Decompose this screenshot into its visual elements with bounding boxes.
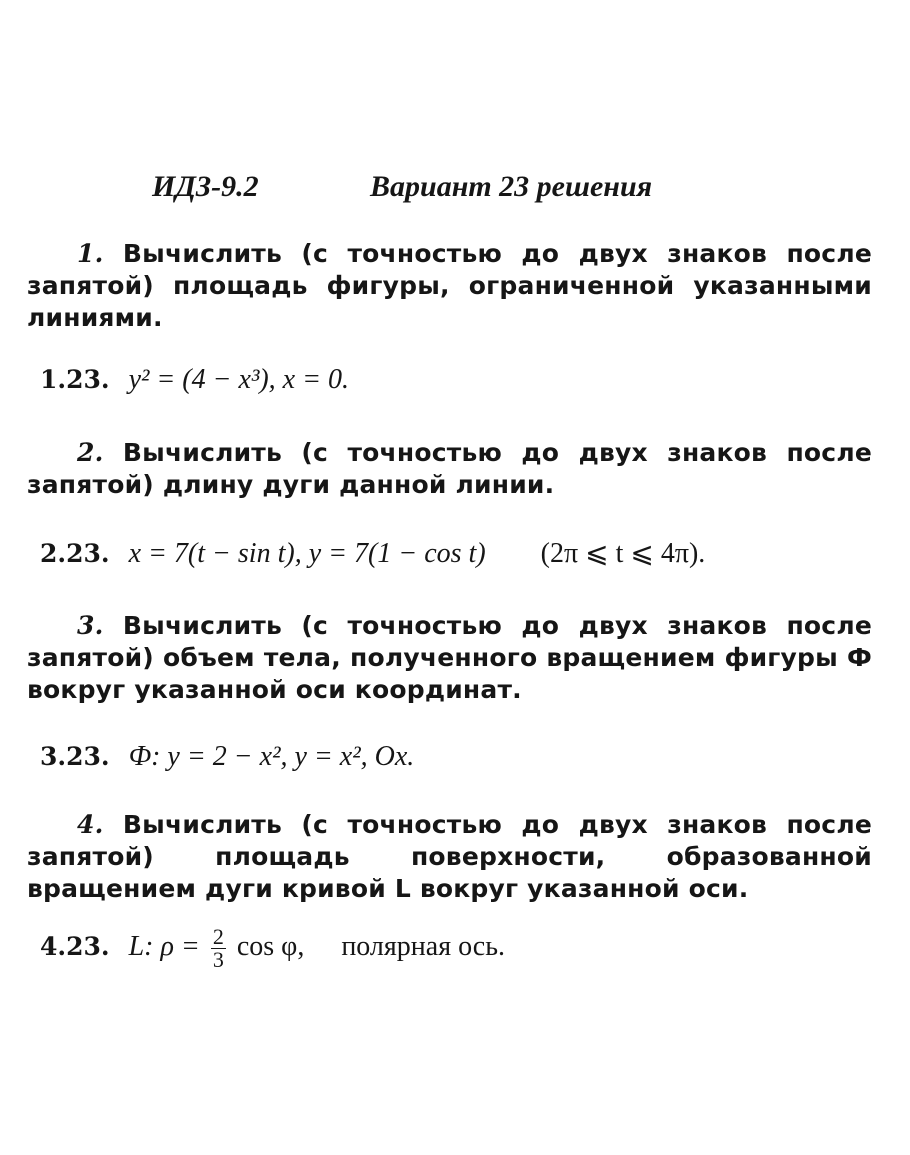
task-text: Вычислить (с точностью до двух знаков после запятой) площадь фигуры, ограниченной указанными линиями.	[27, 239, 872, 332]
formula-axis: полярная ось.	[341, 930, 505, 962]
formula-suffix: cos φ,	[236, 930, 305, 962]
formula-range: (2π ⩽ t ⩽ 4π).	[540, 538, 706, 569]
task-2-statement	[27, 437, 872, 501]
fraction-numerator: 2	[212, 924, 224, 949]
formula-prefix: L: ρ =	[128, 930, 200, 962]
task-1-formula	[40, 360, 880, 400]
formula-expression: x = 7(t − sin t), y = 7(1 − cos t)	[128, 538, 486, 569]
task-4-statement	[27, 809, 872, 905]
assignment-code: ИДЗ-9.2	[152, 170, 259, 203]
task-1-statement	[27, 238, 872, 334]
task-number: 1.	[77, 239, 104, 268]
task-text: Вычислить (с точностью до двух знаков после запятой) объем тела, полученного вращением фигуры Ф вокруг указанной оси координат.	[27, 611, 872, 704]
fraction	[211, 926, 226, 971]
variant-title: Вариант 23 решения	[370, 170, 653, 203]
task-3-formula	[40, 737, 880, 777]
formula-expression: y² = (4 − x³), x = 0.	[128, 364, 349, 395]
task-number: 4.	[77, 810, 104, 839]
document-header	[152, 170, 772, 210]
task-number: 2.	[77, 438, 104, 467]
formula-id: 4.23.	[40, 931, 110, 961]
task-number: 3.	[77, 611, 104, 640]
task-2-formula	[40, 534, 880, 574]
fraction-denominator: 3	[212, 947, 224, 972]
task-4-formula	[40, 926, 880, 971]
task-text: Вычислить (с точностью до двух знаков после запятой) площадь поверхности, образованной вращением дуги кривой L вокруг указанной оси.	[27, 810, 872, 903]
formula-id: 2.23.	[40, 539, 110, 568]
formula-id: 3.23.	[40, 742, 110, 771]
task-text: Вычислить (с точностью до двух знаков после запятой) длину дуги данной линии.	[27, 438, 872, 499]
formula-id: 1.23.	[40, 365, 110, 394]
task-3-statement	[27, 610, 872, 706]
formula-expression: Ф: y = 2 − x², y = x², Ox.	[128, 741, 415, 772]
